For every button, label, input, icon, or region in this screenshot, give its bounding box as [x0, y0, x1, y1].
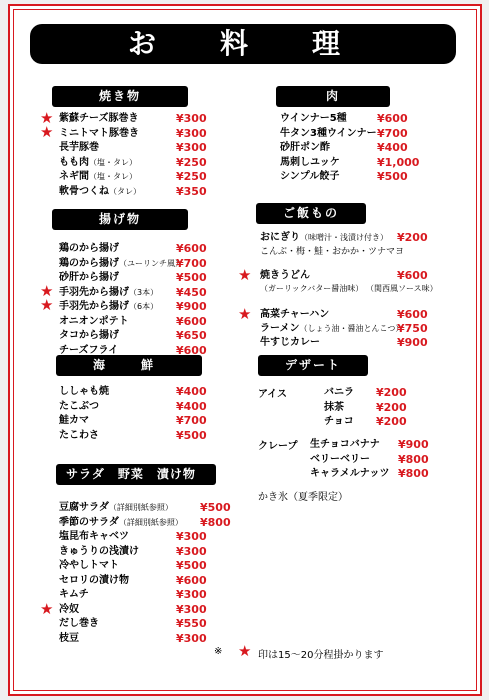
menu-item: [59, 314, 236, 329]
item-name-text: 季節のサラダ: [59, 516, 119, 528]
item-name: [59, 328, 119, 343]
item-name: [280, 169, 339, 184]
item-name: [59, 616, 99, 631]
item-name-text: セロリの漬け物: [59, 574, 129, 586]
menu-item: [280, 111, 437, 126]
item-price: ¥500: [176, 271, 207, 284]
item-price: ¥600: [397, 269, 428, 282]
menu-item: [59, 299, 236, 314]
dessert-kakigori: かき氷（夏季限定）: [258, 492, 348, 503]
menu-item: [59, 169, 236, 184]
item-name: [59, 515, 183, 530]
item-name-text: 砂肝から揚げ: [59, 272, 119, 283]
menu-item: [310, 437, 458, 452]
item-price: ¥800: [200, 515, 231, 529]
item-name-text: ししゃも焼: [59, 386, 109, 397]
item-note: （3本）: [129, 287, 159, 297]
item-name-text: 牛すじカレー: [260, 337, 320, 348]
item-name-text: オニオンポテト: [59, 315, 129, 327]
item-name-text: タコから揚げ: [59, 330, 119, 341]
item-name: [59, 314, 129, 329]
item-name-text: 長芋豚巻: [59, 142, 99, 153]
item-name-text: 鶏のから揚げ: [59, 243, 119, 254]
udon-sauce-kansai: （関西風ソース味）: [366, 284, 438, 293]
item-name-text: 冷やしトマト: [59, 560, 119, 571]
item-note: （味噌汁・浅漬け付き）: [300, 233, 388, 242]
menu-item: [324, 414, 436, 429]
star-icon: ★: [40, 296, 54, 314]
item-note: （タレ）: [109, 186, 141, 196]
section-header-gohan: ご飯もの: [256, 203, 366, 224]
item-name-text: ラーメン: [260, 323, 300, 334]
item-price: ¥800: [398, 452, 429, 466]
item-price: ¥600: [176, 314, 207, 328]
item-name: [59, 343, 118, 358]
item-price: ¥700: [377, 126, 408, 140]
item-name: [59, 140, 99, 155]
item-name: [59, 155, 137, 170]
item-price: ¥500: [176, 428, 207, 442]
item-name: [280, 111, 347, 126]
item-name-text: ミニトマト豚巻き: [59, 127, 139, 139]
item-price: ¥200: [376, 400, 407, 414]
item-name: [260, 230, 388, 245]
footer-star-icon: ★: [238, 642, 252, 660]
item-name: [59, 270, 119, 285]
item-name: [59, 256, 183, 271]
item-price: ¥200: [376, 415, 407, 428]
item-name: [59, 529, 129, 544]
section-header-niku: 肉: [276, 86, 390, 107]
item-name: [324, 414, 354, 429]
item-price: ¥900: [397, 336, 428, 349]
item-note: （塩・タレ）: [89, 157, 137, 167]
item-name-text: たこわさ: [59, 429, 99, 441]
item-name: [310, 466, 390, 481]
menu-item: [59, 544, 236, 559]
item-price: ¥1,000: [377, 155, 420, 169]
item-name-text: きゅうりの浅漬け: [59, 545, 139, 557]
item-price: ¥750: [397, 322, 428, 335]
item-name: [59, 602, 79, 617]
item-price: ¥600: [397, 308, 428, 321]
menu-item: [280, 126, 437, 141]
menu-item: [324, 400, 436, 415]
star-icon: ★: [40, 123, 54, 141]
item-price: ¥300: [176, 544, 207, 558]
item-price: ¥500: [176, 559, 207, 572]
item-name-text: 冷奴: [59, 603, 79, 615]
item-price: ¥300: [176, 602, 207, 616]
item-price: ¥800: [398, 467, 429, 480]
dessert-ice-label: アイス: [258, 389, 287, 400]
item-name: [59, 384, 109, 399]
menu-item: [59, 500, 260, 515]
item-name: [260, 268, 310, 283]
item-price: ¥400: [176, 385, 207, 398]
item-price: ¥250: [176, 170, 207, 183]
item-name: [59, 631, 79, 646]
item-price: ¥400: [377, 141, 408, 154]
item-name-text: ウインナー5種: [280, 113, 347, 124]
menu-item: [280, 155, 437, 170]
menu-item: [59, 616, 236, 631]
menu-item: [59, 587, 236, 602]
item-name-text: チーズフライ: [59, 344, 119, 356]
menu-item: [59, 558, 236, 573]
item-name: [59, 184, 141, 199]
item-name: [324, 400, 344, 415]
item-name: [59, 587, 89, 602]
item-name: [59, 558, 119, 573]
section-header-kaisen: 海 鮮: [56, 355, 202, 376]
item-name: [59, 428, 99, 443]
menu-item: [59, 155, 236, 170]
item-note: （詳細別紙参照）: [108, 503, 173, 512]
star-icon: ★: [238, 266, 252, 284]
item-name: [280, 155, 340, 170]
item-name-text: キムチ: [59, 589, 89, 600]
dessert-crepe-label: クレープ: [258, 441, 298, 452]
menu-item: [260, 230, 457, 245]
item-name-text: 枝豆: [59, 632, 79, 644]
menu-item: [310, 452, 458, 467]
item-price: ¥200: [376, 386, 407, 399]
section-header-dessert: デザート: [258, 355, 368, 376]
item-price: ¥700: [176, 256, 207, 270]
item-name-text: 紫蘇チーズ豚巻き: [59, 113, 139, 124]
menu-item: [59, 285, 236, 300]
onigiri-fillings: こんぶ・梅・鮭・おかか・ツナマヨ: [260, 247, 405, 257]
menu-item: [59, 413, 236, 428]
menu-item: [59, 270, 236, 285]
item-price: ¥200: [397, 231, 428, 244]
item-note: （ユーリンチ風）: [119, 258, 183, 268]
item-price: ¥500: [200, 501, 231, 514]
item-name: [59, 413, 89, 428]
menu-item: [59, 631, 236, 646]
page-title: お 料 理: [30, 24, 456, 64]
item-name: [324, 385, 354, 400]
item-name: [59, 111, 139, 126]
section-header-agemono: 揚げ物: [52, 209, 188, 230]
item-price: ¥600: [377, 112, 408, 125]
item-name: [59, 573, 129, 588]
menu-item: [59, 111, 236, 126]
item-name: [260, 335, 320, 350]
item-name-text: 馬刺しユッケ: [280, 156, 340, 168]
star-icon: ★: [40, 600, 54, 618]
menu-item: [59, 428, 236, 443]
item-name-text: 生チョコバナナ: [310, 439, 380, 450]
item-price: ¥350: [176, 184, 207, 198]
udon-sauce-garlic: （ガーリックバター醤油味）: [260, 284, 364, 293]
menu-item: [59, 256, 236, 271]
item-name: [260, 321, 403, 336]
item-name-text: ベリーベリー: [310, 453, 370, 465]
item-name-text: シンプル餃子: [280, 171, 340, 182]
item-name-text: 砂肝ポン酢: [280, 142, 330, 153]
item-price: ¥300: [176, 631, 207, 645]
item-name-text: バニラ: [324, 387, 354, 398]
item-name-text: 軟骨つくね: [59, 185, 109, 197]
menu-item: [59, 184, 236, 199]
item-name-text: ネギ間: [59, 171, 89, 182]
item-name-text: 手羽先から揚げ: [59, 301, 129, 312]
menu-item: [59, 529, 236, 544]
item-name-text: チョコ: [324, 416, 354, 427]
item-name: [310, 452, 370, 467]
item-price: ¥300: [176, 141, 207, 154]
item-note: （詳細別紙参照）: [118, 517, 183, 527]
menu-item: [59, 343, 236, 358]
star-icon: ★: [40, 282, 54, 300]
item-price: ¥250: [176, 155, 207, 169]
item-name: [280, 140, 330, 155]
footer-note: 印は15〜20分程掛かります: [258, 650, 384, 661]
item-note: （6本）: [129, 302, 159, 311]
menu-item: [310, 466, 458, 481]
item-note: （しょう油・醤油とんこつ）: [299, 324, 404, 333]
section-header-salad: サラダ 野菜 漬け物: [56, 464, 216, 485]
item-name-text: 鮭カマ: [59, 415, 89, 426]
menu-item: [59, 573, 236, 588]
item-name-text: 高菜チャーハン: [260, 309, 330, 320]
item-name: [280, 126, 377, 141]
item-name-text: 焼きうどん: [260, 270, 310, 281]
item-name: [59, 126, 139, 141]
item-note: （塩・タレ）: [89, 172, 137, 181]
item-name-text: 牛タン3種ウインナー: [280, 127, 377, 139]
star-icon: ★: [238, 305, 252, 323]
menu-item: [59, 602, 236, 617]
item-price: ¥900: [176, 300, 207, 313]
item-name: [59, 299, 158, 314]
menu-item: [59, 384, 236, 399]
item-price: ¥550: [176, 617, 207, 630]
menu-item: [59, 241, 236, 256]
item-name: [59, 241, 119, 256]
menu-item: [260, 321, 457, 336]
menu-item: [59, 126, 236, 141]
item-price: ¥300: [176, 588, 207, 601]
item-name: [59, 500, 173, 515]
menu-item: [324, 385, 436, 400]
item-price: ¥300: [176, 112, 207, 125]
item-name-text: 鶏のから揚げ: [59, 257, 119, 269]
item-price: ¥400: [176, 399, 207, 413]
item-name: [310, 437, 380, 452]
item-name-text: たこぶつ: [59, 400, 99, 412]
menu-item: [59, 399, 236, 414]
menu-item: [59, 140, 236, 155]
item-name: [59, 169, 137, 184]
item-price: ¥600: [176, 573, 207, 587]
item-name-text: 塩昆布キャベツ: [59, 531, 129, 542]
item-price: ¥300: [176, 126, 207, 140]
section-header-yakimono: 焼き物: [52, 86, 188, 107]
menu-item: [260, 268, 457, 283]
item-price: ¥600: [176, 242, 207, 255]
menu-item: [59, 515, 260, 530]
footer-mark: ※: [214, 646, 223, 657]
item-name: [59, 399, 99, 414]
item-price: ¥650: [176, 329, 207, 342]
item-price: ¥600: [176, 343, 207, 357]
item-name: [59, 544, 139, 559]
item-price: ¥500: [377, 170, 408, 183]
item-name-text: だし巻き: [59, 618, 99, 629]
item-name-text: 抹茶: [324, 401, 344, 413]
star-icon: ★: [40, 109, 54, 127]
item-name-text: もも肉: [59, 156, 89, 168]
item-name: [59, 285, 158, 300]
menu-item: [260, 335, 457, 350]
menu-item: [280, 169, 437, 184]
item-price: ¥900: [398, 438, 429, 451]
item-price: ¥450: [176, 285, 207, 299]
menu-item: [59, 328, 236, 343]
item-name-text: 豆腐サラダ: [59, 502, 109, 513]
item-name: [260, 307, 329, 322]
item-name-text: おにぎり: [260, 232, 300, 243]
item-name-text: キャラメルナッツ: [310, 468, 390, 479]
item-price: ¥300: [176, 530, 207, 543]
item-name-text: 手羽先から揚げ: [59, 286, 129, 298]
menu-item: [260, 307, 457, 322]
menu-item: [280, 140, 437, 155]
item-price: ¥700: [176, 414, 207, 427]
